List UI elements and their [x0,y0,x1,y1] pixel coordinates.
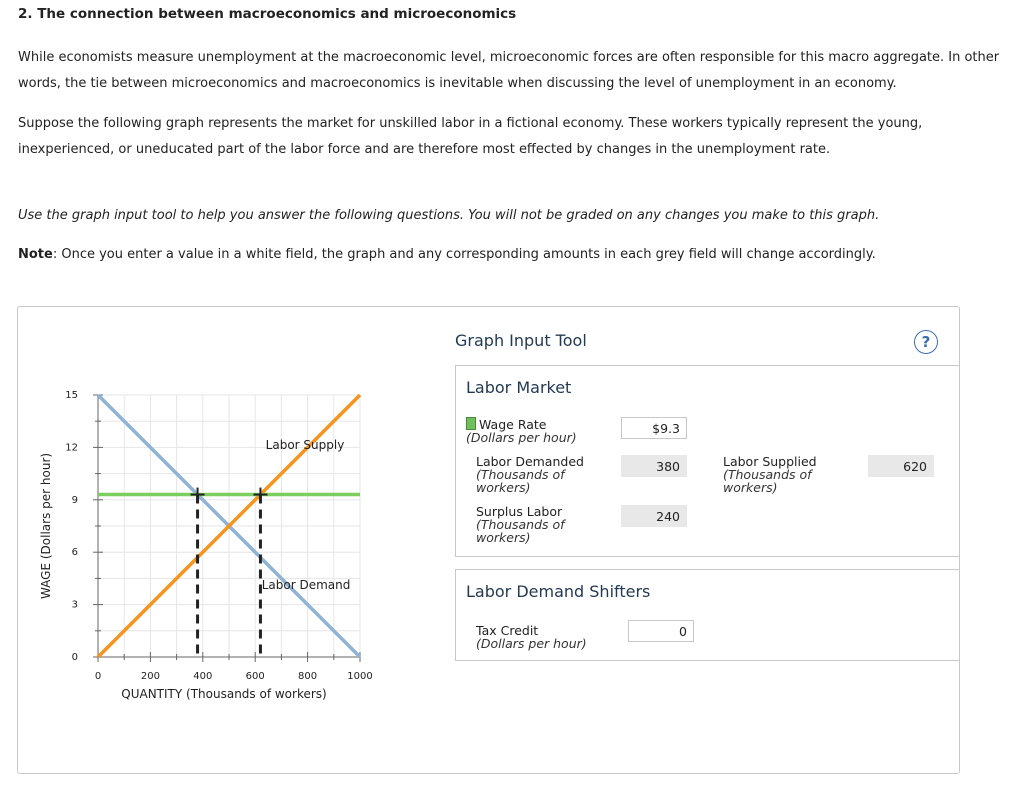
tax-credit-units: (Dollars per hour) [476,636,587,651]
labor-market-panel [455,365,960,557]
x-tick-label: 0 [94,671,102,682]
shifters-title: Labor Demand Shifters [466,582,651,601]
intro-line-1: While economists measure unemployment at the macroeconomic level, microeconomic forces are often responsible for this macro aggregate. In other [18,50,1000,65]
y-tick-label: 3 [71,599,78,611]
intro-paragraph [18,45,1018,97]
wage-rate-label-group [466,417,577,444]
chart-labels [39,438,350,701]
tax-credit-input[interactable]: 0 [628,620,694,642]
wage-rate-label: Wage Rate [466,417,577,431]
labor-supplied-units-2: workers) [723,480,778,495]
instruction-paragraph: Use the graph input tool to help you answer the following questions. You will not be graded on any changes you make to this graph. [18,208,880,223]
tax-credit-label: Tax Credit [476,623,539,638]
labor-demanded-label-group [476,455,584,494]
labor-supplied-value: 620 [868,455,934,477]
demand-curve-label: Labor Demand [261,577,351,592]
y-tick-label: 12 [65,442,78,454]
note-paragraph [18,242,1018,268]
scenario-line-1: Suppose the following graph represents the market for unskilled labor in a fictional economy. These workers typically represent the young, [18,116,923,131]
surplus-labor-units-1: (Thousands of [476,517,565,532]
labor-supplied-units-1: (Thousands of [723,467,812,482]
y-tick-label: 6 [71,547,78,559]
help-icon[interactable]: ? [914,330,938,354]
labor-market-chart[interactable] [18,307,448,773]
labor-demanded-units-1: (Thousands of [476,467,565,482]
y-tick-label: 15 [65,390,78,401]
x-tick-label: 1000 [347,671,373,682]
tool-title: Graph Input Tool [455,331,587,350]
tax-credit-label-group [476,624,587,650]
question-heading: 2. The connection between macroeconomics and microeconomics [18,6,517,22]
surplus-labor-label: Surplus Labor [476,504,563,519]
intro-line-2: words, the tie between microeconomics and macroeconomics is inevitable when discussing the level of unemployment in an economy. [18,76,897,91]
x-axis-title: QUANTITY (Thousands of workers) [121,687,327,701]
wage-rate-units: (Dollars per hour) [466,430,577,445]
wage-rate-swatch-icon [466,417,476,430]
surplus-labor-value: 240 [621,505,687,527]
graph-input-tool [17,306,960,774]
surplus-labor-label-group [476,505,565,544]
y-tick-label: 0 [71,652,78,663]
y-tick-label: 9 [71,494,78,506]
x-tick-label: 600 [245,671,265,682]
x-tick-label: 800 [298,671,318,682]
wage-rate-input[interactable]: $9.3 [621,417,687,439]
supply-curve-label: Labor Supply [265,438,345,453]
labor-supplied-label: Labor Supplied [723,454,817,469]
x-tick-label: 400 [193,671,213,682]
scenario-paragraph [18,111,1018,163]
note-label: Note [18,247,53,262]
y-axis-title: WAGE (Dollars per hour) [39,452,53,600]
labor-demanded-label: Labor Demanded [476,454,584,469]
note-text: : Once you enter a value in a white field, the graph and any corresponding amounts in each grey field will change accordingly. [52,247,876,262]
labor-demand-shifters-panel [455,569,960,661]
labor-demanded-units-2: workers) [476,480,531,495]
labor-market-title: Labor Market [466,378,572,397]
surplus-labor-units-2: workers) [476,530,531,545]
x-tick-label: 200 [140,671,160,682]
labor-demanded-value: 380 [621,455,687,477]
scenario-line-2: inexperienced, or uneducated part of the labor force and are therefore most effected by changes in the unemployment rate. [18,142,831,157]
labor-supplied-label-group [723,455,817,494]
